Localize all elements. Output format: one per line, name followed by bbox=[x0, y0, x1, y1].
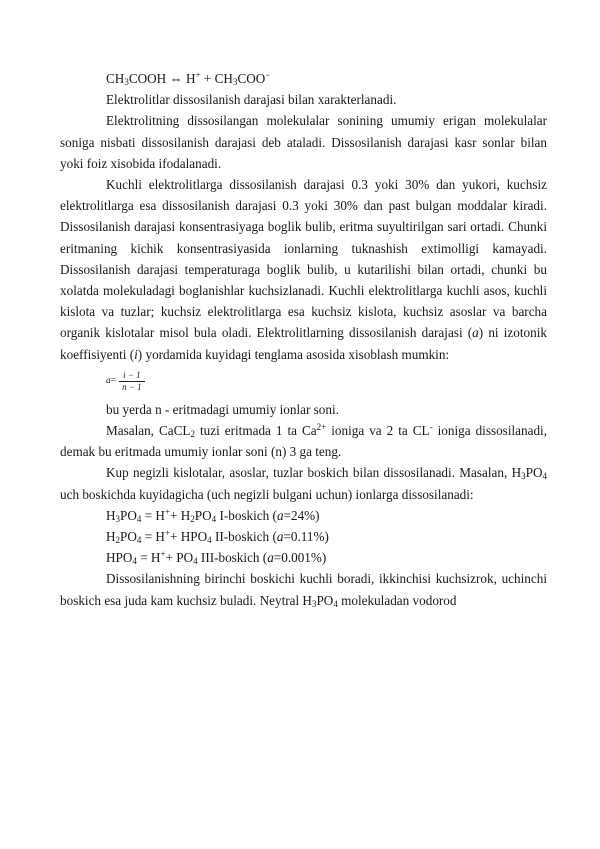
p7-sub: 4 bbox=[333, 598, 338, 609]
p5-sup: - bbox=[429, 422, 433, 433]
step-sup: + bbox=[160, 549, 166, 560]
step-sup: + bbox=[164, 528, 171, 539]
step-text: = H bbox=[141, 507, 165, 523]
step-text: PO bbox=[120, 507, 137, 523]
i-symbol: i bbox=[134, 346, 138, 362]
step-sup: + bbox=[164, 506, 171, 517]
eq-sup: + bbox=[195, 70, 201, 80]
step-text: PO bbox=[194, 507, 212, 523]
alpha-symbol: a bbox=[276, 529, 284, 545]
step-sub: 3 bbox=[115, 513, 121, 524]
formula-numerator: i − 1 bbox=[119, 370, 145, 382]
step-sub: 4 bbox=[207, 535, 212, 546]
formula-denominator: n − 1 bbox=[122, 382, 142, 393]
step-text: + PO bbox=[165, 550, 194, 566]
p7-text: Dissosilanishning birinchi boskichi kuchli boradi, ikkinchisi kuchsizrok, uchinchi boskich esa juda kam kuchsiz buladi. Neytral H bbox=[60, 571, 547, 608]
alpha-symbol: a bbox=[472, 325, 479, 341]
eq-text: COO bbox=[237, 71, 266, 86]
step-text: HPO bbox=[106, 550, 133, 566]
paragraph-4: bu yerda n - eritmadagi umumiy ionlar soni. bbox=[106, 401, 339, 417]
paragraph-6 bbox=[60, 462, 547, 504]
paragraph-2: Elektrolitning dissosilangan molekulalar sonining umumiy erigan molekulalar soniga nisbati dissosilanish darajasi deb ataladi. Dissosilanish darajasi kasr sonlar bilan yoki foiz xisobida ifodalanadi. bbox=[60, 113, 547, 171]
eq-text: CH bbox=[106, 71, 125, 86]
paragraph-1: Elektrolitlar dissosilanish darajasi bilan xarakterlanadi. bbox=[106, 92, 397, 108]
p5-sup: 2+ bbox=[316, 422, 327, 433]
step-text: II-boskich ( bbox=[211, 529, 277, 545]
acetic-acid-equation bbox=[60, 68, 547, 89]
step-sub: 2 bbox=[190, 513, 195, 524]
eq-text: + CH bbox=[200, 71, 233, 86]
alpha-symbol: a bbox=[267, 550, 274, 566]
p5-text: tuzi eritmada 1 ta Ca bbox=[194, 423, 317, 439]
formula-equals: = bbox=[110, 376, 117, 387]
dissociation-step-3 bbox=[60, 547, 547, 568]
p3-text: ) yordamida kuyidagi tenglama asosida xisoblash mumkin: bbox=[137, 346, 450, 362]
dissociation-step-1 bbox=[60, 505, 547, 526]
eq-text: COOH ⇔ H bbox=[128, 71, 196, 86]
step-text: I-boskich ( bbox=[216, 507, 277, 523]
step-text: =0.001%) bbox=[273, 550, 327, 566]
p5-text: Masalan, CaCL bbox=[106, 423, 191, 439]
step-text: H bbox=[106, 529, 116, 545]
step-text: + H bbox=[170, 507, 191, 523]
p6-sub: 3 bbox=[521, 471, 526, 482]
p6-text: PO bbox=[525, 465, 543, 481]
p6-text: Kup negizli kislotalar, asoslar, tuzlar boskich bilan dissosilanadi. Masalan, H bbox=[106, 465, 522, 481]
p6-sub: 4 bbox=[542, 471, 547, 482]
dissociation-step-2 bbox=[60, 526, 547, 547]
eq-sub: 3 bbox=[124, 77, 129, 87]
step-text: + HPO bbox=[170, 529, 208, 545]
step-sub: 4 bbox=[136, 535, 142, 546]
p3-text: Kuchli elektrolitlarga dissosilanish darajasi 0.3 yoki 30% dan yukori, kuchsiz elektrolitlarga esa dissosilanish darajasi 0.3 yoki 30% dan past bulgan moddalar kiradi. Dissosilanish darajasi konsentrasiyaga boglik bulib, eritma suyultirilgan sari ortadi. Chunki eritmaning kichik konsentrasiyasida ionlarning tuknashish extimolligi kamayadi. Dissosilanish darajasi temperaturaga boglik bulib, u kutarilishi bilan ortadi, chunki bu xolatda molekuladagi boglanishlar kuchsizlanadi. Kuchli elektrolitlarga kuchli asos, kuchli kislota va tuzlar; kuchsiz elektrolitlarga esa kuchsiz kislota, kuchsiz asoslar va barcha organik kislotalar misol bula oladi. Elektrolitlarning dissosilanish darajasi ( bbox=[60, 177, 547, 341]
p7-text: molekuladan vodorod bbox=[337, 592, 457, 608]
p5-text: ioniga va 2 ta CL bbox=[326, 423, 430, 439]
eq-sup: − bbox=[265, 70, 271, 80]
step-text: =0.11%) bbox=[283, 529, 329, 545]
step-sub: 4 bbox=[193, 556, 198, 567]
step-text: III-boskich ( bbox=[197, 550, 268, 566]
step-text: H bbox=[106, 507, 116, 523]
formula-fraction bbox=[119, 370, 145, 393]
document-page bbox=[60, 68, 547, 611]
step-sub: 2 bbox=[115, 535, 121, 546]
p5-sub: 2 bbox=[190, 429, 195, 440]
p3-text: ) ni izotonik koeffisiyenti ( bbox=[60, 325, 547, 362]
step-text: = H bbox=[136, 550, 161, 566]
p5-text: ioniga dissosilanadi, demak bu eritmada umumiy ionlar soni (n) 3 ga teng. bbox=[60, 423, 547, 460]
step-text: = H bbox=[141, 529, 165, 545]
dissociation-formula bbox=[60, 365, 547, 399]
alpha-symbol: a bbox=[276, 507, 284, 523]
p7-text: PO bbox=[316, 592, 334, 608]
step-sub: 4 bbox=[136, 513, 142, 524]
step-text: PO bbox=[120, 529, 137, 545]
paragraph-3 bbox=[60, 174, 547, 365]
paragraph-5 bbox=[60, 420, 547, 462]
p7-sub: 3 bbox=[311, 598, 317, 609]
p6-text: uch boskichda kuyidagicha (uch negizli bulgani uchun) ionlarga dissosilanadi: bbox=[60, 486, 474, 502]
step-sub: 4 bbox=[211, 513, 217, 524]
step-text: =24%) bbox=[283, 507, 320, 523]
eq-sub: 3 bbox=[232, 77, 238, 87]
step-sub: 4 bbox=[132, 556, 137, 567]
formula-lhs: a bbox=[106, 376, 111, 387]
paragraph-7 bbox=[60, 568, 547, 610]
